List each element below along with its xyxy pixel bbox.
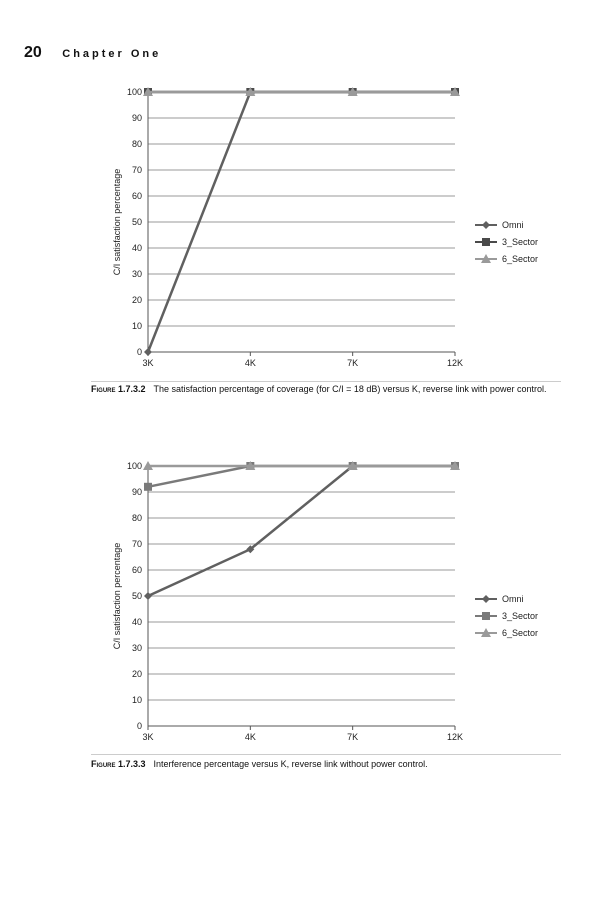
y-tick-label: 100 <box>126 87 142 97</box>
figure-caption-text: The satisfaction percentage of coverage (for C/I = 18 dB) versus K, reverse link with power control. <box>153 384 547 394</box>
y-tick-label: 40 <box>131 243 142 253</box>
y-tick-label: 80 <box>131 513 142 523</box>
series-line-omni <box>148 466 455 596</box>
legend-marker <box>482 221 490 229</box>
y-tick-label: 60 <box>131 565 142 575</box>
figure-caption-text: Interference percentage versus K, reverse link without power control. <box>153 759 428 769</box>
figure-label: Figure 1.7.3.2 <box>91 384 146 394</box>
x-tick-label: 12K <box>446 358 464 368</box>
legend-label: 3_Sector <box>502 611 539 621</box>
y-tick-label: 90 <box>131 113 142 123</box>
y-axis-label: C/I satisfaction percentage <box>112 168 122 276</box>
y-tick-label: 50 <box>131 591 142 601</box>
legend-label: Omni <box>502 594 524 604</box>
figure-label: Figure 1.7.3.3 <box>91 759 146 769</box>
y-tick-label: 20 <box>131 669 142 679</box>
page-number: 20 <box>24 44 42 61</box>
x-tick-label: 4K <box>244 732 256 742</box>
y-tick-label: 50 <box>131 217 142 227</box>
x-tick-label: 3K <box>142 358 154 368</box>
y-tick-label: 70 <box>131 539 142 549</box>
y-tick-label: 0 <box>136 721 142 731</box>
y-tick-label: 10 <box>131 695 142 705</box>
legend-marker <box>482 238 490 246</box>
y-tick-label: 30 <box>131 269 142 279</box>
data-point-omni <box>144 592 152 600</box>
legend-label: Omni <box>502 220 524 230</box>
legend-marker <box>482 612 490 620</box>
y-tick-label: 100 <box>126 461 142 471</box>
chart-fig-1-7-3-3 <box>0 444 613 764</box>
y-tick-label: 0 <box>136 347 142 357</box>
y-tick-label: 40 <box>131 617 142 627</box>
x-tick-label: 7K <box>347 358 359 368</box>
data-point-3_sector <box>144 483 152 491</box>
x-tick-label: 7K <box>347 732 359 742</box>
x-tick-label: 4K <box>244 358 256 368</box>
x-tick-label: 12K <box>446 732 464 742</box>
series-line-3_sector <box>148 466 455 487</box>
y-tick-label: 90 <box>131 487 142 497</box>
caption-divider <box>91 754 561 755</box>
y-axis-label: C/I satisfaction percentage <box>112 542 122 650</box>
legend-label: 6_Sector <box>502 628 539 638</box>
data-point-omni <box>144 348 152 356</box>
legend-marker <box>482 595 490 603</box>
caption-divider <box>91 381 561 382</box>
y-tick-label: 60 <box>131 191 142 201</box>
y-tick-label: 20 <box>131 295 142 305</box>
chapter-title: Chapter One <box>62 48 162 60</box>
figure-caption-1-7-3-2 <box>91 383 561 395</box>
figure-caption-1-7-3-3 <box>91 758 561 770</box>
legend-label: 6_Sector <box>502 254 539 264</box>
y-tick-label: 70 <box>131 165 142 175</box>
legend-label: 3_Sector <box>502 237 539 247</box>
y-tick-label: 30 <box>131 643 142 653</box>
page-header <box>24 44 161 62</box>
chart-fig-1-7-3-2 <box>0 70 613 390</box>
y-tick-label: 80 <box>131 139 142 149</box>
y-tick-label: 10 <box>131 321 142 331</box>
x-tick-label: 3K <box>142 732 154 742</box>
